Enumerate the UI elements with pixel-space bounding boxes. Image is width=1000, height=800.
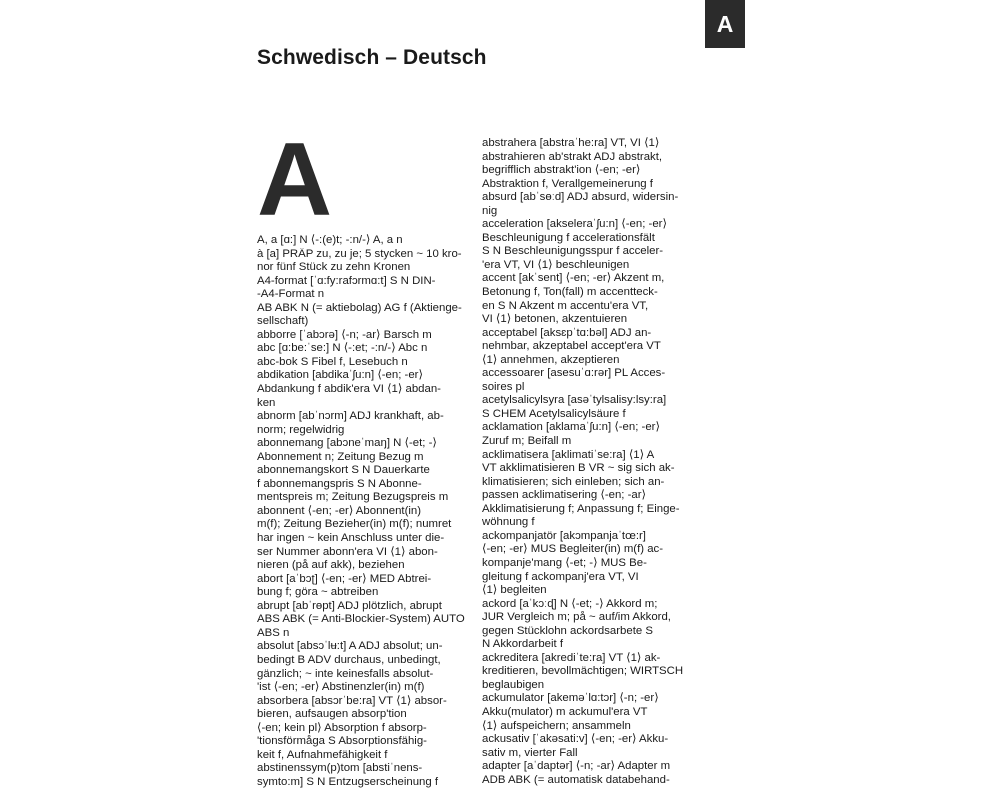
entry-line: soires pl: [482, 380, 525, 393]
entry-line: kreditieren, bevollmächtigen; WIRTSCH: [482, 665, 684, 678]
entry-line: ackompanjatör [akɔmpanjaˈtœ:r]: [482, 529, 646, 542]
entry-line: abrupt [abˈrɵpt] ADJ plötzlich, abrupt: [257, 599, 442, 612]
entry-line: 'era VT, VI ⟨1⟩ beschleunigen: [482, 258, 630, 271]
entry-line: Abdankung f abdik'era VI ⟨1⟩ abdan-: [257, 383, 441, 396]
entry-line: har ingen ~ kein Anschluss unter die-: [257, 532, 445, 545]
entry-line: ackumulator [akeməˈlɑ:tɔr] ⟨-n; -er⟩: [482, 692, 659, 705]
entry-line: Akklimatisierung f; Anpassung f; Einge-: [482, 502, 680, 515]
entry-line: Zuruf m; Beifall m: [482, 435, 572, 448]
entry-line: norm; regelwidrig: [257, 423, 345, 436]
entry-line: abborre [ˈabɔrə] ⟨-n; -ar⟩ Barsch m: [257, 328, 432, 341]
entry-line: ser Nummer abonn'era VI ⟨1⟩ abon-: [257, 545, 438, 558]
entry-line: ABS ABK (= Anti-Blockier-System) AUTO: [257, 613, 465, 626]
entry-line: abstinenssym(p)tom [abstiˈnens-: [257, 762, 423, 775]
entry-line: nehmbar, akzeptabel accept'era VT: [482, 340, 661, 353]
entry-line: mentspreis m; Zeitung Bezugspreis m: [257, 491, 449, 504]
entry-line: S N Beschleunigungsspur f acceler-: [482, 245, 664, 258]
entry-line: f abonnemangspris S N Abonne-: [257, 477, 422, 490]
entry-line: beglaubigen: [482, 678, 545, 691]
entry-line: Beschleunigung f accelerationsfält: [482, 231, 655, 244]
entry-line: abc [ɑ:be:ˈse:] N ⟨-:et; -:n/-⟩ Abc n: [257, 342, 428, 355]
entry-line: S CHEM Acetylsalicylsäure f: [482, 407, 626, 420]
page-title: Schwedisch – Deutsch: [257, 46, 487, 69]
entry-line: abnorm [abˈnɔrm] ADJ krankhaft, ab-: [257, 410, 444, 423]
entry-line: 'tionsförmåga S Absorptionsfähig-: [257, 735, 427, 748]
entry-line: Betonung f, Ton(fall) m accentteck-: [482, 286, 658, 299]
entry-line: absorbera [absɔrˈbe:ra] VT ⟨1⟩ absor-: [257, 694, 447, 707]
left-column: [257, 234, 467, 789]
entry-line: nieren (på auf akk), beziehen: [257, 559, 405, 572]
entry-line: acetylsalicylsyra [asəˈtylsalisy:lsy:ra]: [482, 394, 667, 407]
entry-line: ken: [257, 396, 276, 409]
entry-line: keit f, Aufnahmefähigkeit f: [257, 748, 388, 761]
entry-line: ⟨1⟩ begleiten: [482, 584, 547, 597]
entry-line: symto:m] S N Entzugserscheinung f: [257, 775, 439, 788]
entry-line: sellschaft): [257, 315, 309, 328]
entry-line: abdikation [abdikaˈʃu:n] ⟨-en; -er⟩: [257, 369, 423, 382]
entry-line: AB ABK N (= aktiebolag) AG f (Aktienge-: [257, 301, 462, 314]
entry-line: 'ist ⟨-en; -er⟩ Abstinenzler(in) m(f): [257, 681, 425, 694]
entry-line: bedingt B ADV durchaus, unbedingt,: [257, 653, 441, 666]
entry-line: gleitung f ackompanj'era VT, VI: [482, 570, 639, 583]
entry-line: A4-format [ˈɑ:fy:rafɔrmɑ:t] S N DIN-: [257, 274, 436, 287]
entry-line: abort [aˈbɔʈ] ⟨-en; -er⟩ MED Abtrei-: [257, 572, 432, 585]
entry-line: kompanje'mang ⟨-et; -⟩ MUS Be-: [482, 556, 647, 569]
entry-line: m(f); Zeitung Bezieher(in) m(f); numret: [257, 518, 452, 531]
entry-line: abonnemangskort S N Dauerkarte: [257, 464, 430, 477]
entry-line: ⟨1⟩ aufspeichern; ansammeln: [482, 719, 631, 732]
entry-line: ⟨-en; -er⟩ MUS Begleiter(in) m(f) ac-: [482, 543, 664, 556]
entry-line: passen acklimatisering ⟨-en; -ar⟩: [482, 489, 646, 502]
entry-line: ackord [aˈkɔːɖ] N ⟨-et; -⟩ Akkord m;: [482, 597, 658, 610]
entry-line: abonnent ⟨-en; -er⟩ Abonnent(in): [257, 504, 422, 517]
entry-line: A, a [ɑ:] N ⟨-:(e)t; -:n/-⟩ A, a n: [257, 234, 403, 246]
entry-line: JUR Vergleich m; på ~ auf/im Akkord,: [482, 611, 671, 624]
entry-line: -A4-Format n: [257, 288, 325, 301]
entry-line: abstrahera [abstraˈhe:ra] VT, VI ⟨1⟩: [482, 137, 660, 149]
entry-line: abonnemang [abɔneˈmaŋ] N ⟨-et; -⟩: [257, 437, 437, 450]
entry-line: ⟨1⟩ annehmen, akzeptieren: [482, 353, 620, 366]
entry-line: ABS n: [257, 626, 290, 639]
entry-line: abc-bok S Fibel f, Lesebuch n: [257, 355, 408, 368]
entry-line: accent [akˈsent] ⟨-en; -er⟩ Akzent m,: [482, 272, 665, 285]
entry-line: gegen Stücklohn ackordsarbete S: [482, 624, 653, 637]
entry-line: ackusativ [ˈakəsati:v] ⟨-en; -er⟩ Akku-: [482, 733, 669, 746]
entry-line: klimatisieren; sich einleben; sich an-: [482, 475, 665, 488]
entry-line: absolut [absɔˈlʉ:t] A ADJ absolut; un-: [257, 640, 443, 653]
entry-line: ackreditera [akrediˈte:ra] VT ⟨1⟩ ak-: [482, 651, 661, 664]
section-letter: A: [257, 122, 333, 238]
entry-line: N Akkordarbeit f: [482, 638, 564, 651]
entry-line: gänzlich; ~ inte keinesfalls absolut-: [257, 667, 434, 680]
entry-line: Abstraktion f, Verallgemeinerung f: [482, 177, 653, 190]
entry-line: sativ m, vierter Fall: [482, 746, 578, 759]
entry-line: acklimatisera [aklimatiˈse:ra] ⟨1⟩ A: [482, 448, 655, 461]
entry-line: acceptabel [aksɛpˈtɑ:bəl] ADJ an-: [482, 326, 652, 339]
entry-line: ⟨-en; kein pl⟩ Absorption f absorp-: [257, 721, 427, 734]
thumb-index-tab[interactable]: A: [705, 0, 745, 48]
entry-line: acklamation [aklamaˈʃu:n] ⟨-en; -er⟩: [482, 421, 660, 434]
entry-line: begrifflich abstrakt'ion ⟨-en; -er⟩: [482, 164, 641, 177]
entry-line: nor fünf Stück zu zehn Kronen: [257, 261, 411, 274]
entry-line: nig: [482, 204, 498, 217]
entry-line: adapter [aˈdaptər] ⟨-n; -ar⟩ Adapter m: [482, 760, 671, 773]
right-column: [482, 137, 692, 787]
entry-line: ADB ABK (= automatisk databehand-: [482, 773, 670, 786]
entry-line: abstrahieren ab'strakt ADJ abstrakt,: [482, 150, 663, 163]
entry-line: VT akklimatisieren B VR ~ sig sich ak-: [482, 462, 675, 475]
entry-line: wöhnung f: [482, 516, 535, 529]
entry-line: acceleration [akseleraˈʃu:n] ⟨-en; -er⟩: [482, 218, 667, 231]
entry-line: en S N Akzent m accentu'era VT,: [482, 299, 649, 312]
entry-line: accessoarer [asesuˈɑ:rər] PL Acces-: [482, 367, 666, 380]
entry-line: VI ⟨1⟩ betonen, akzentuieren: [482, 313, 628, 326]
entry-line: Abonnement n; Zeitung Bezug m: [257, 450, 424, 463]
entry-line: absurd [abˈsɵːd] ADJ absurd, widersin-: [482, 191, 679, 204]
entry-line: bieren, aufsaugen absorp'tion: [257, 708, 407, 721]
entry-line: à [a] PRÄP zu, zu je; 5 stycken ~ 10 kro-: [257, 247, 462, 260]
entry-line: Akku(mulator) m ackumul'era VT: [482, 705, 648, 718]
entry-line: bung f; göra ~ abtreiben: [257, 586, 379, 599]
